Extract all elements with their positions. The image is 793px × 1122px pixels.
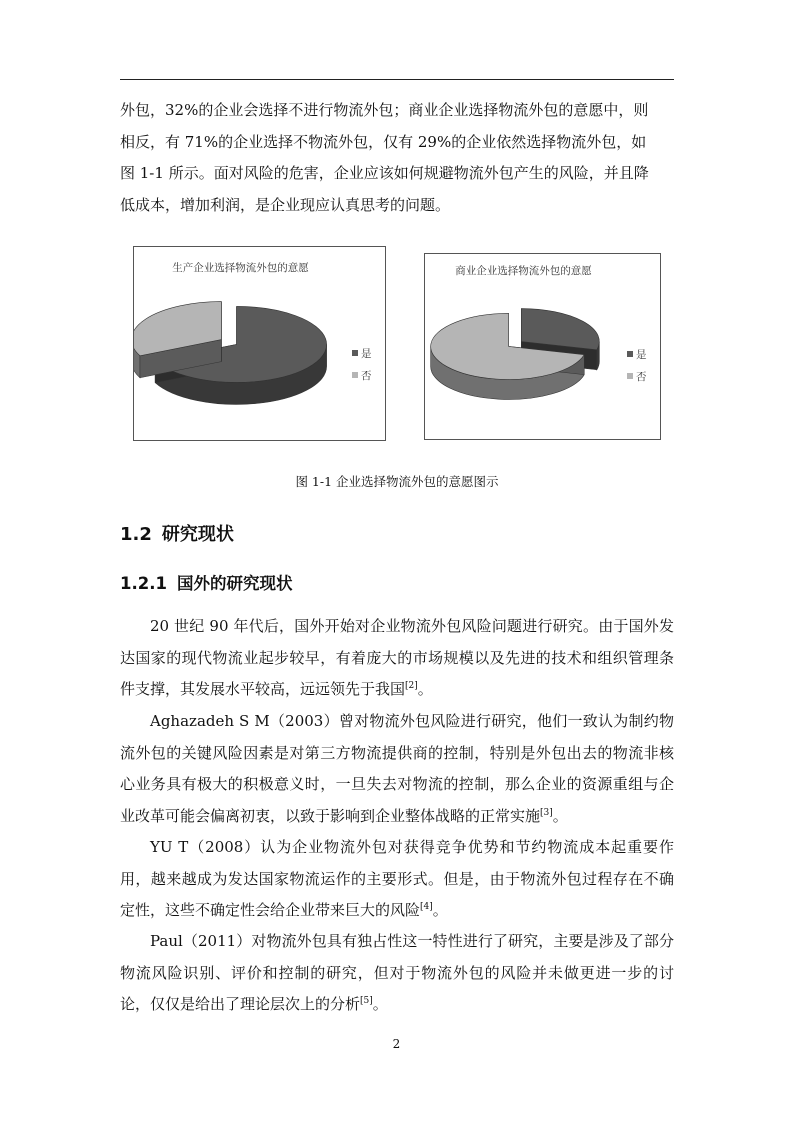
section-number: 1.2 (120, 524, 152, 545)
legend-label: 否 (361, 370, 372, 382)
paragraph-4 (120, 926, 674, 1021)
legend-swatch (627, 351, 633, 357)
paragraph-3-end: 。 (432, 901, 448, 919)
intro-line-4: 低成本，增加利润，是企业现应认真思考的问题。 (120, 195, 451, 214)
chart-title: 商业企业选择物流外包的意愿 (455, 265, 592, 277)
header-rule (120, 79, 674, 80)
subsection-title: 国外的研究现状 (176, 574, 293, 593)
citation-5: [5] (360, 996, 373, 1006)
chart-production-svg (134, 247, 387, 442)
intro-line-2: 相反，有 71%的企业选择不物流外包，仅有 29%的企业依然选择物流外包，如 (120, 132, 647, 151)
pie-group (134, 302, 327, 405)
paragraph-1 (120, 611, 674, 706)
intro-line-3: 图 1-1 所示。面对风险的危害，企业应该如何规避物流外包产生的风险，并且降 (120, 164, 649, 182)
paragraph-3-text: YU T（2008）认为企业物流外包对获得竞争优势和节约物流成本起重要作用，越来越成为发达国家物流运作的主要形式。但是，由于物流外包过程存在不确定性，这些不确定性会给企业带来巨大的风险 (120, 838, 674, 919)
chart-production-enterprises (133, 246, 386, 441)
intro-line-1: 外包，32%的企业会选择不进行物流外包；商业企业选择物流外包的意愿中，则 (120, 101, 649, 119)
legend-swatch (627, 373, 633, 379)
figure-caption: 图 1-1 企业选择物流外包的意愿图示 (295, 474, 499, 489)
citation-3: [3] (540, 807, 553, 818)
chart-commercial-svg (425, 254, 662, 441)
paragraph-1-text: 20 世纪 90 年代后，国外开始对企业物流外包风险问题进行研究。由于国外发达国家的现代物流业起步较早，有着庞大的市场规模以及先进的技术和组织管理条件支撑，其发展水平较高，远远领先于我国 (120, 617, 674, 698)
chart-title: 生产企业选择物流外包的意愿 (172, 262, 309, 274)
paragraph-2-end: 。 (552, 806, 568, 825)
legend-label: 是 (361, 348, 372, 360)
paragraph-4-text: Paul（2011）对物流外包具有独占性这一特性进行了研究，主要是涉及了部分物流风险识别、评价和控制的研究，但对于物流外包的风险并未做更进一步的讨论，仅仅是给出了理论层次上的分析 (120, 932, 674, 1013)
citation-4: [4] (420, 902, 433, 912)
section-heading (120, 520, 234, 546)
citation-2: [2] (405, 681, 418, 691)
legend-label: 否 (636, 371, 647, 383)
paragraph-3 (120, 832, 674, 927)
paragraph-2-text: Aghazadeh S M（2003）曾对物流外包风险进行研究，他们一致认为制约物流外包的关键风险因素是对第三方物流提供商的控制，特别是外包出去的物流非核心业务具有极大的积极意义时，一旦失去对物流的控制，那么企业的资源重组与企业改革可能会偏离初衷，以致于影响到企业整体战略的正常实施 (120, 712, 674, 825)
intro-paragraph (120, 95, 674, 221)
chart-commercial-enterprises (424, 253, 661, 440)
paragraph-1-end: 。 (417, 680, 433, 698)
legend-label: 是 (636, 349, 647, 361)
page-number: 2 (392, 1037, 401, 1051)
paragraph-4-end: 。 (372, 995, 388, 1013)
legend-swatch (352, 350, 358, 356)
subsection-heading (120, 570, 292, 594)
section-title: 研究现状 (161, 524, 234, 545)
legend-swatch (352, 372, 358, 378)
pie-group (431, 309, 600, 400)
subsection-number: 1.2.1 (120, 574, 167, 593)
paragraph-2 (120, 706, 674, 832)
